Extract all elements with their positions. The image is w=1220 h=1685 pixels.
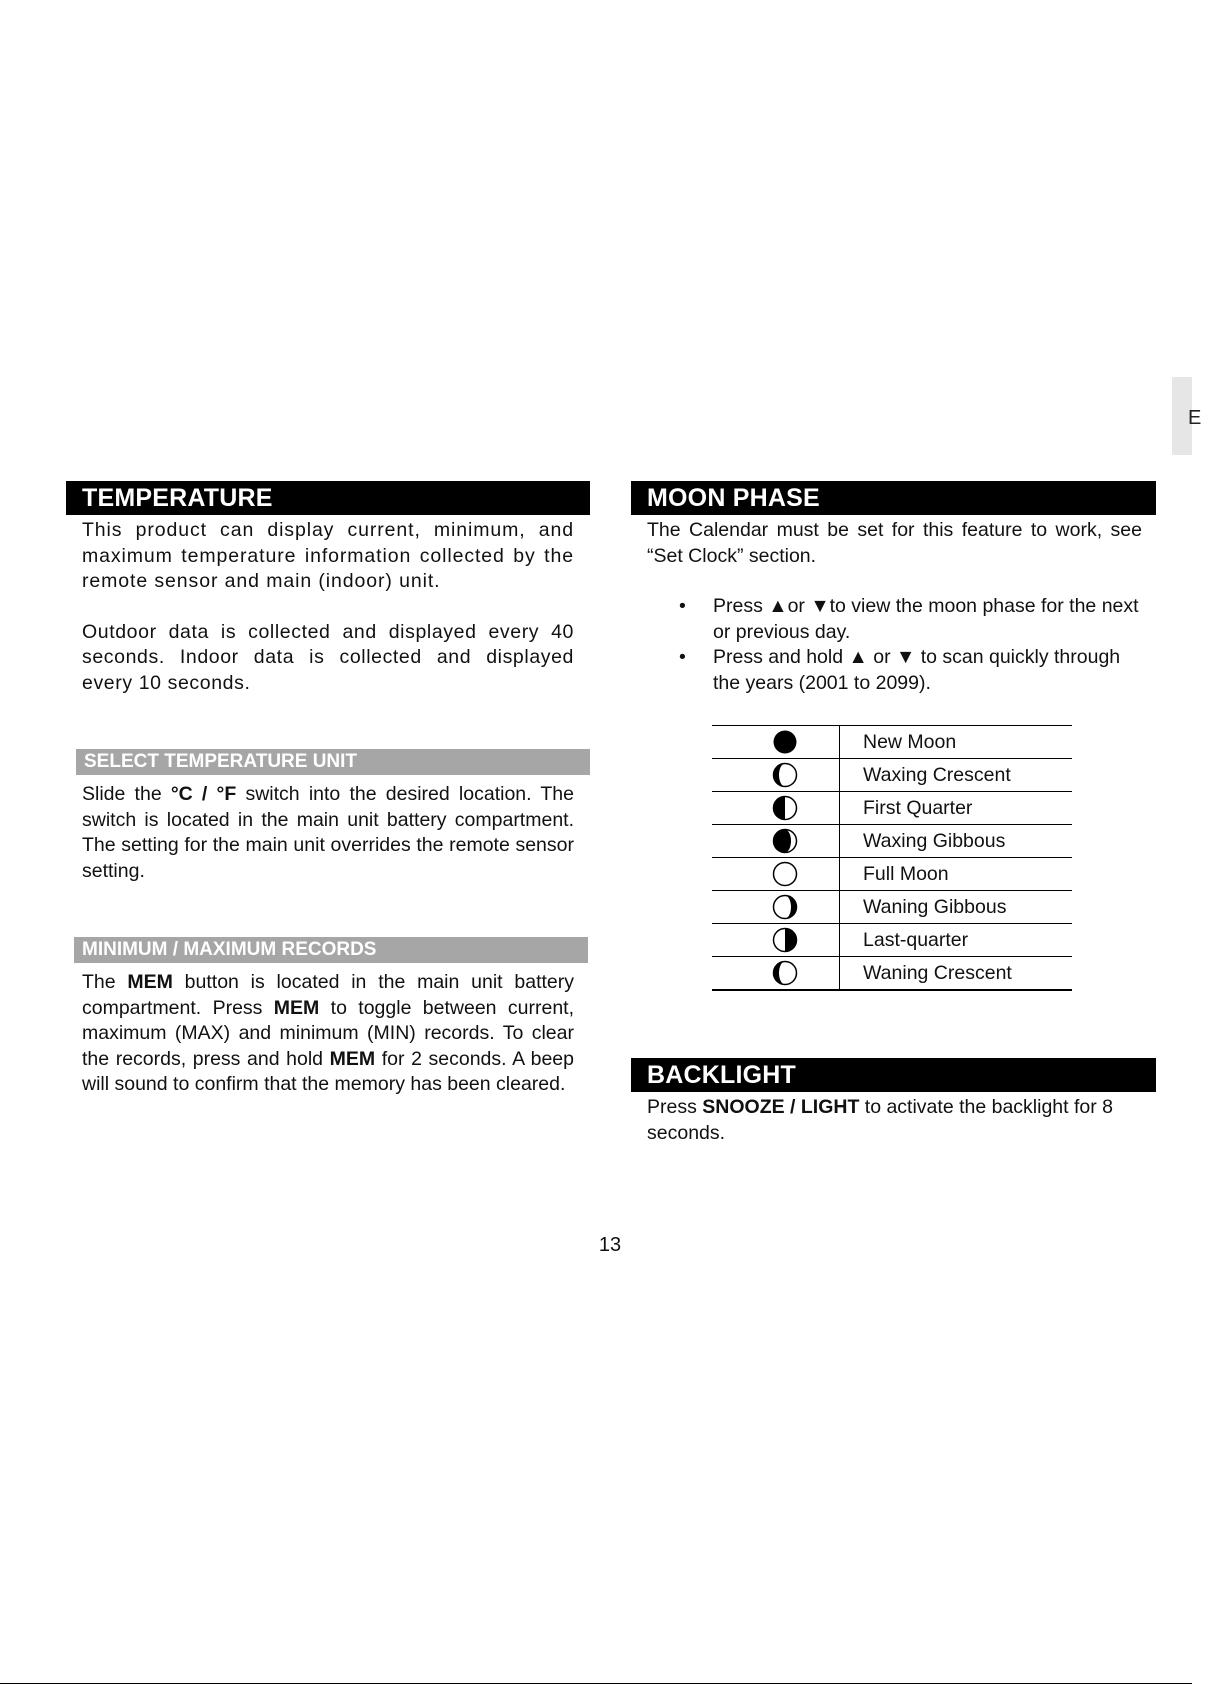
right-column bbox=[631, 481, 1156, 1146]
moon-phase-heading: MOON PHASE bbox=[631, 481, 1156, 515]
min-max-text-2: button is located in the main unit battery compartment. Press bbox=[82, 971, 574, 1019]
min-max-text bbox=[66, 970, 590, 1098]
backlight-heading: BACKLIGHT bbox=[631, 1058, 1156, 1092]
mem-key-1: MEM bbox=[127, 971, 173, 993]
language-edge-tab bbox=[1172, 377, 1202, 455]
min-max-heading: MINIMUM / MAXIMUM RECORDS bbox=[74, 937, 588, 963]
mem-key-3: MEM bbox=[329, 1047, 376, 1070]
moon-phase-row bbox=[712, 858, 1072, 891]
moon-phase-table bbox=[712, 725, 1072, 991]
moon-bullet-2 bbox=[631, 645, 1156, 696]
moon-phase-row bbox=[712, 792, 1072, 825]
backlight-text bbox=[631, 1095, 1156, 1146]
edge-tab-label: E bbox=[1188, 407, 1202, 429]
waning-crescent-icon bbox=[712, 957, 840, 991]
moon-phase-row bbox=[712, 924, 1072, 957]
min-max-text-1: The bbox=[82, 971, 128, 993]
moon-phase-name: First Quarter bbox=[840, 792, 1073, 825]
new-moon-icon bbox=[712, 726, 840, 759]
select-unit-text bbox=[66, 782, 590, 884]
waxing-gibbous-icon bbox=[712, 825, 840, 858]
moon-bullet-1-text: Press ▲or ▼to view the moon phase for the next or previous day. bbox=[713, 595, 1139, 643]
full-moon-icon bbox=[712, 858, 840, 891]
moon-phase-intro: The Calendar must be set for this feature to work, see “Set Clock” section. bbox=[647, 519, 1142, 567]
moon-bullet-1 bbox=[631, 594, 1156, 645]
select-unit-text-before: Slide the bbox=[82, 783, 171, 805]
bullet-dot: • bbox=[679, 595, 686, 617]
temperature-heading: TEMPERATURE bbox=[66, 481, 590, 515]
backlight-text-2: to activate the backlight for 8 seconds. bbox=[647, 1096, 1114, 1144]
moon-phase-name: Full Moon bbox=[840, 858, 1073, 891]
moon-phase-name: Waning Gibbous bbox=[840, 891, 1073, 924]
moon-phase-name: Last-quarter bbox=[840, 924, 1073, 957]
bullet-dot: • bbox=[679, 646, 686, 668]
moon-phase-name: New Moon bbox=[840, 726, 1073, 759]
moon-bullet-2-text: Press and hold ▲ or ▼ to scan quickly through the years (2001 to 2099). bbox=[713, 646, 1121, 694]
backlight-text-1: Press bbox=[647, 1096, 703, 1118]
snooze-light-key: SNOOZE / LIGHT bbox=[702, 1096, 860, 1118]
select-unit-heading: SELECT TEMPERATURE UNIT bbox=[76, 749, 590, 775]
left-column bbox=[66, 481, 590, 1098]
bottom-rule bbox=[0, 1683, 1192, 1684]
mem-key-2: MEM bbox=[273, 996, 320, 1019]
min-max-text-4: for 2 seconds. A beep will sound to confirm that the memory has been cleared. bbox=[82, 1047, 574, 1095]
moon-phase-row bbox=[712, 891, 1072, 924]
moon-phase-name: Waxing Crescent bbox=[840, 759, 1073, 792]
temperature-para-2: Outdoor data is collected and displayed every 40 seconds. Indoor data is collected and displayed every 10 seconds. bbox=[82, 620, 574, 694]
moon-phase-bullets bbox=[631, 594, 1156, 696]
first-quarter-icon bbox=[712, 792, 840, 825]
temperature-para-1: This product can display current, minimum, and maximum temperature information collected by the remote sensor and main (indoor) unit. bbox=[82, 519, 574, 592]
unit-switch-label: °C / °F bbox=[170, 783, 237, 805]
moon-phase-row bbox=[712, 957, 1072, 991]
moon-phase-row bbox=[712, 726, 1072, 759]
waning-gibbous-icon bbox=[712, 891, 840, 924]
waxing-crescent-icon bbox=[712, 759, 840, 792]
last-quarter-icon bbox=[712, 924, 840, 957]
moon-phase-row bbox=[712, 825, 1072, 858]
moon-phase-name: Waxing Gibbous bbox=[840, 825, 1073, 858]
min-max-text-3: to toggle between current, maximum (MAX) and minimum (MIN) records. To clear the records, press and hold bbox=[82, 996, 574, 1070]
select-unit-text-after: switch into the desired location. The switch is located in the main unit battery compartment. The setting for the main unit overrides the remote sensor setting. bbox=[82, 783, 574, 882]
page-number: 13 bbox=[598, 1234, 622, 1256]
moon-phase-name: Waning Crescent bbox=[840, 957, 1073, 991]
moon-phase-row bbox=[712, 759, 1072, 792]
